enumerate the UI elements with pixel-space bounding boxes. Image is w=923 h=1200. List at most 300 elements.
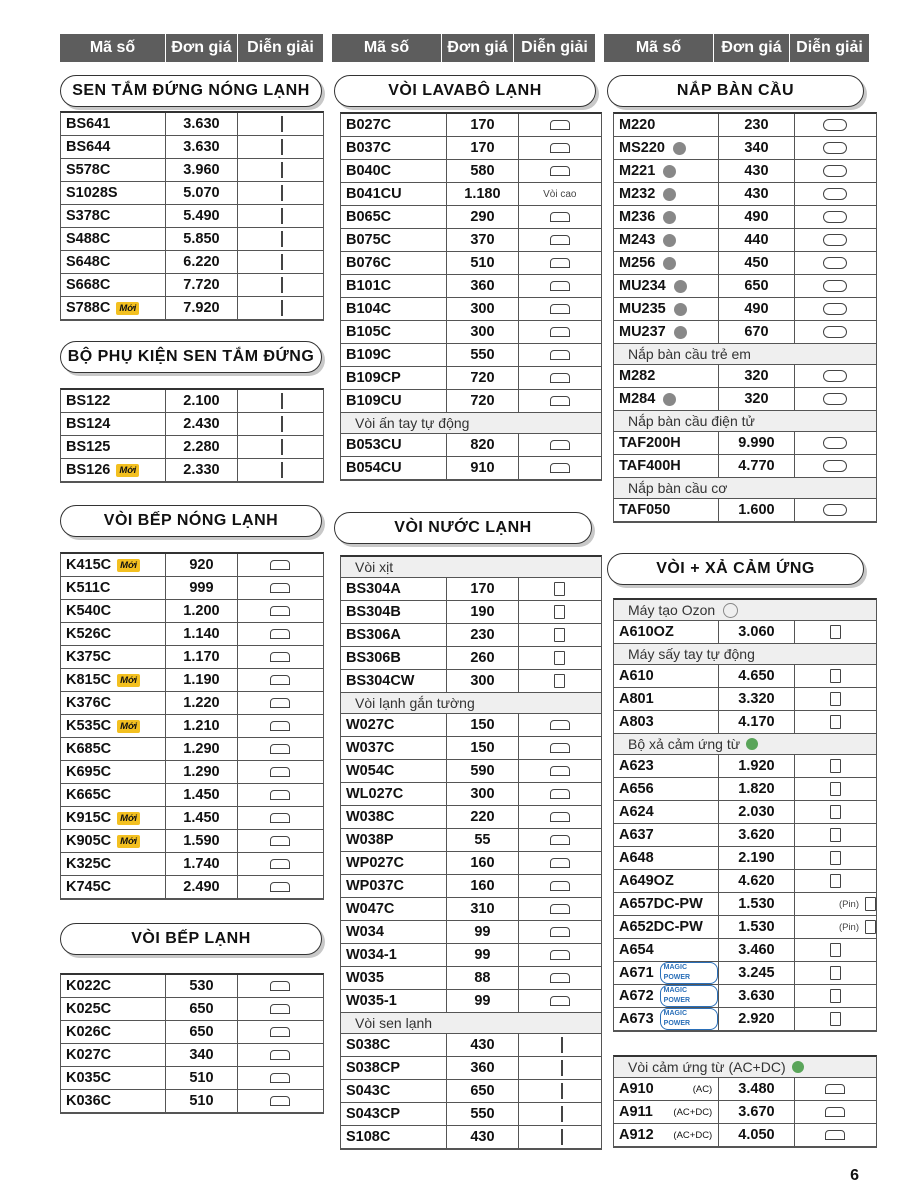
product-price: 7.920: [183, 300, 220, 316]
seat-product-icon: [823, 393, 847, 405]
price-table: [60, 111, 324, 321]
product-price: 440: [744, 232, 769, 248]
product-code: TAF050: [619, 502, 671, 518]
product-code: WP037C: [346, 878, 405, 894]
shower-product-icon: [277, 139, 283, 155]
product-price: 5.490: [183, 208, 220, 224]
sub-heading: Vòi cảm ứng từ (AC+DC): [614, 1057, 876, 1078]
tap-product-icon: [550, 235, 570, 245]
table-row: [341, 390, 601, 413]
product-price: 550: [470, 347, 495, 363]
product-code: MU234: [619, 278, 666, 294]
product-code: B053CU: [346, 437, 402, 453]
box-product-icon: [830, 966, 841, 980]
tap-product-icon: [550, 212, 570, 222]
product-price: 1.590: [183, 833, 220, 849]
product-code: W034: [346, 924, 384, 940]
product-code: B040C: [346, 163, 392, 179]
box-product-icon: [830, 715, 841, 729]
sub-heading: Nắp bàn cầu điện tử: [614, 411, 876, 432]
product-code: BS304B: [346, 604, 401, 620]
product-code: K685C: [66, 741, 112, 757]
product-price: 320: [744, 391, 769, 407]
product-price: 5.070: [183, 185, 220, 201]
product-code: MS220: [619, 140, 665, 156]
product-code: A624: [619, 804, 654, 820]
table-row: [341, 783, 601, 806]
product-code: B101C: [346, 278, 392, 294]
product-code: BS126: [66, 462, 111, 478]
product-code: K027C: [66, 1047, 112, 1063]
product-code: A610OZ: [619, 624, 674, 640]
box-product-icon: [830, 782, 841, 796]
section-title: VÒI BẾP NÓNG LẠNH: [60, 505, 322, 537]
tap-product-icon: [825, 1107, 845, 1117]
product-price: 230: [470, 627, 495, 643]
product-code: S038CP: [346, 1060, 401, 1076]
table-row: [341, 1057, 601, 1080]
table-row: [614, 939, 876, 962]
table-row: [61, 436, 323, 459]
product-code: BS304A: [346, 581, 401, 597]
price-table: [60, 973, 324, 1114]
tap-product-icon: [270, 1096, 290, 1106]
shower-product-icon: [277, 462, 283, 478]
shower-product-icon: [277, 416, 283, 432]
table-row: [341, 1080, 601, 1103]
table-row: [61, 853, 323, 876]
product-price: 530: [189, 978, 214, 994]
product-price: 1.170: [183, 649, 220, 665]
product-code: S488C: [66, 231, 111, 247]
table-row: [341, 990, 601, 1013]
product-code: S108C: [346, 1129, 391, 1145]
product-code: BS125: [66, 439, 111, 455]
product-code: B109CP: [346, 370, 401, 386]
product-code: WP027C: [346, 855, 405, 871]
product-price: 99: [474, 924, 491, 940]
product-price: 9.990: [738, 435, 775, 451]
product-code: B054CU: [346, 460, 402, 476]
table-row: [614, 275, 876, 298]
magic-power-badge: MAGIC POWER: [660, 985, 719, 1007]
product-code: A911: [619, 1104, 653, 1120]
product-code: K036C: [66, 1093, 112, 1109]
product-price: 650: [744, 278, 769, 294]
table-row: [61, 876, 323, 899]
product-price: 910: [470, 460, 495, 476]
product-code: M243: [619, 232, 656, 248]
seat-product-icon: [823, 326, 847, 338]
feature-dot-icon: [663, 393, 676, 406]
box-product-icon: [554, 582, 565, 596]
product-price: 230: [744, 117, 769, 133]
table-row: [61, 807, 323, 830]
product-code: A654: [619, 942, 654, 958]
product-code: A803: [619, 714, 654, 730]
product-price: 300: [470, 301, 495, 317]
spec-note: (Pin): [838, 898, 859, 910]
product-code: B075C: [346, 232, 392, 248]
table-row: [614, 321, 876, 344]
table-row: [61, 646, 323, 669]
tap-product-icon: [550, 950, 570, 960]
tap-product-icon: [550, 327, 570, 337]
table-row: [61, 390, 323, 413]
table-row: [61, 761, 323, 784]
table-row: [61, 577, 323, 600]
table-row: [614, 962, 876, 985]
product-price: 300: [470, 673, 495, 689]
shower-product-icon: [557, 1106, 563, 1122]
product-price: 370: [470, 232, 495, 248]
product-price: 670: [744, 324, 769, 340]
product-code: BS304CW: [346, 673, 415, 689]
product-code: K915C: [66, 810, 112, 826]
product-code: WL027C: [346, 786, 404, 802]
table-row: [614, 847, 876, 870]
product-code: A649OZ: [619, 873, 674, 889]
section-title: SEN TẮM ĐỨNG NÓNG LẠNH: [60, 75, 322, 107]
tap-product-icon: [550, 812, 570, 822]
product-price: 260: [470, 650, 495, 666]
table-row: [61, 1067, 323, 1090]
box-product-icon: [830, 851, 841, 865]
tap-product-icon: [270, 744, 290, 754]
product-price: 2.430: [183, 416, 220, 432]
section-title: VÒI BẾP LẠNH: [60, 923, 322, 955]
feature-dot-icon: [674, 326, 687, 339]
table-row: [61, 297, 323, 320]
product-code: S648C: [66, 254, 111, 270]
box-product-icon: [830, 692, 841, 706]
product-price: 290: [470, 209, 495, 225]
product-code: S1028S: [66, 185, 118, 201]
product-code: A673: [619, 1011, 654, 1027]
shower-product-icon: [277, 393, 283, 409]
product-price: 170: [470, 581, 495, 597]
tap-product-icon: [270, 767, 290, 777]
product-price: 1.600: [738, 502, 775, 518]
table-row: [614, 916, 876, 939]
table-row: [61, 784, 323, 807]
sub-heading: Nắp bàn cầu trẻ em: [614, 344, 876, 365]
product-price: 1.290: [183, 764, 220, 780]
table-row: [614, 665, 876, 688]
table-row: [61, 715, 323, 738]
table-row: [614, 455, 876, 478]
feature-dot-icon: [663, 234, 676, 247]
product-code: A610: [619, 668, 654, 684]
shower-product-icon: [557, 1083, 563, 1099]
tap-product-icon: [550, 720, 570, 730]
product-code: BS644: [66, 139, 111, 155]
product-price: 2.490: [183, 879, 220, 895]
sub-heading: Vòi ấn tay tự động: [341, 413, 601, 434]
product-price: 150: [470, 740, 495, 756]
table-row: [614, 824, 876, 847]
product-price: 88: [474, 970, 491, 986]
product-code: K745C: [66, 879, 112, 895]
shower-product-icon: [277, 116, 283, 132]
price-table: [340, 555, 602, 1150]
table-row: [614, 365, 876, 388]
table-row: [614, 1008, 876, 1031]
table-row: [341, 298, 601, 321]
product-code: W034-1: [346, 947, 397, 963]
magic-power-badge: MAGIC POWER: [660, 1008, 719, 1030]
table-row: [614, 985, 876, 1008]
tap-product-icon: [270, 859, 290, 869]
product-code: S788C: [66, 300, 111, 316]
box-product-icon: [554, 651, 565, 665]
leaf-icon: [792, 1061, 804, 1073]
table-row: [61, 692, 323, 715]
seat-product-icon: [823, 234, 847, 246]
tap-product-icon: [270, 583, 290, 593]
sub-heading: Bộ xả cảm ứng từ: [614, 734, 876, 755]
product-price: 160: [470, 878, 495, 894]
tap-product-icon: [270, 813, 290, 823]
product-code: K026C: [66, 1024, 112, 1040]
product-price: 720: [470, 370, 495, 386]
product-code: W047C: [346, 901, 395, 917]
feature-dot-icon: [663, 165, 676, 178]
table-row: [61, 1090, 323, 1113]
product-price: 1.820: [738, 781, 775, 797]
product-price: 3.245: [738, 965, 775, 981]
product-price: 1.290: [183, 741, 220, 757]
table-row: [614, 1078, 876, 1101]
table-row: [341, 160, 601, 183]
tap-product-icon: [550, 835, 570, 845]
shower-product-icon: [557, 1060, 563, 1076]
tap-product-icon: [550, 373, 570, 383]
product-price: 300: [470, 324, 495, 340]
tap-product-icon: [550, 463, 570, 473]
product-price: 3.320: [738, 691, 775, 707]
tap-product-icon: [550, 281, 570, 291]
product-code: B109C: [346, 347, 392, 363]
product-price: 430: [470, 1037, 495, 1053]
product-code: K695C: [66, 764, 112, 780]
product-price: 360: [470, 1060, 495, 1076]
tap-product-icon: [550, 440, 570, 450]
product-code: K535C: [66, 718, 112, 734]
tap-product-icon: [550, 973, 570, 983]
product-code: K665C: [66, 787, 112, 803]
shower-product-icon: [277, 231, 283, 247]
product-code: A648: [619, 850, 654, 866]
product-code: B104C: [346, 301, 392, 317]
header-code: Mã số: [332, 34, 442, 62]
table-row: [341, 137, 601, 160]
ozone-icon: [723, 603, 738, 618]
product-price: 300: [470, 786, 495, 802]
seat-product-icon: [823, 188, 847, 200]
tap-product-icon: [550, 881, 570, 891]
tap-product-icon: [550, 904, 570, 914]
table-row: [614, 778, 876, 801]
seat-product-icon: [823, 165, 847, 177]
tap-product-icon: [270, 836, 290, 846]
product-price: 590: [470, 763, 495, 779]
product-price: 170: [470, 117, 495, 133]
product-code: BS306A: [346, 627, 401, 643]
table-row: [61, 274, 323, 297]
table-row: [341, 737, 601, 760]
product-price: 160: [470, 855, 495, 871]
product-code: A652DC-PW: [619, 919, 703, 935]
tap-product-icon: [270, 1027, 290, 1037]
tap-product-icon: [270, 652, 290, 662]
product-price: 310: [470, 901, 495, 917]
table-row: [61, 600, 323, 623]
product-code: M282: [619, 368, 656, 384]
product-code: BS641: [66, 116, 111, 132]
sub-heading: Máy tạo Ozon: [614, 600, 876, 621]
tap-product-icon: [270, 698, 290, 708]
shower-product-icon: [557, 1129, 563, 1145]
table-row: [61, 975, 323, 998]
product-price: 510: [470, 255, 495, 271]
product-price: 1.180: [464, 186, 501, 202]
product-code: A671: [619, 965, 654, 981]
tap-product-icon: [550, 120, 570, 130]
section-title: VÒI LAVABÔ LẠNH: [334, 75, 596, 107]
table-row: [61, 113, 323, 136]
header-price: Đơn giá: [714, 34, 790, 62]
table-row: [614, 499, 876, 522]
product-price: 4.620: [738, 873, 775, 889]
table-row: [341, 578, 601, 601]
product-price: 4.170: [738, 714, 775, 730]
product-price: 650: [470, 1083, 495, 1099]
table-row: [341, 601, 601, 624]
table-row: [614, 1124, 876, 1147]
spec-note: (AC+DC): [673, 1129, 713, 1141]
tap-product-icon: [825, 1084, 845, 1094]
product-price: 2.920: [738, 1011, 775, 1027]
product-code: M220: [619, 117, 656, 133]
product-code: M236: [619, 209, 656, 225]
tap-product-icon: [270, 790, 290, 800]
seat-product-icon: [823, 280, 847, 292]
table-row: [341, 206, 601, 229]
price-table: [60, 388, 324, 483]
product-price: 3.480: [738, 1081, 775, 1097]
new-badge: Mới: [117, 812, 140, 825]
leaf-icon: [746, 738, 758, 750]
table-row: [614, 252, 876, 275]
tap-product-icon: [550, 143, 570, 153]
spec-note: (AC+DC): [673, 1106, 713, 1118]
tap-product-icon: [550, 858, 570, 868]
product-price: 2.190: [738, 850, 775, 866]
product-price: 190: [470, 604, 495, 620]
table-row: [341, 624, 601, 647]
new-badge: Mới: [116, 302, 139, 315]
product-price: 490: [744, 301, 769, 317]
product-price: 1.530: [738, 919, 775, 935]
spec-note: (AC): [692, 1083, 713, 1095]
table-row: [614, 432, 876, 455]
table-row: [341, 714, 601, 737]
table-row: [61, 669, 323, 692]
tap-product-icon: [270, 1073, 290, 1083]
product-price: 3.960: [183, 162, 220, 178]
table-row: [61, 738, 323, 761]
product-code: B065C: [346, 209, 392, 225]
product-code: W038P: [346, 832, 394, 848]
product-code: BS122: [66, 393, 111, 409]
product-code: B076C: [346, 255, 392, 271]
product-code: A657DC-PW: [619, 896, 703, 912]
table-row: [614, 711, 876, 734]
tap-product-icon: [550, 789, 570, 799]
product-code: W035-1: [346, 993, 397, 1009]
shower-product-icon: [557, 1037, 563, 1053]
product-price: 1.450: [183, 810, 220, 826]
table-row: [61, 1044, 323, 1067]
product-code: B041CU: [346, 186, 402, 202]
product-code: S578C: [66, 162, 111, 178]
product-price: 2.100: [183, 393, 220, 409]
product-price: 550: [470, 1106, 495, 1122]
product-code: B109CU: [346, 393, 402, 409]
table-row: [614, 137, 876, 160]
table-row: [341, 806, 601, 829]
box-product-icon: [865, 920, 876, 934]
seat-product-icon: [823, 460, 847, 472]
product-price: 1.140: [183, 626, 220, 642]
product-code: A801: [619, 691, 654, 707]
product-code: MU235: [619, 301, 666, 317]
product-code: K325C: [66, 856, 112, 872]
product-code: K540C: [66, 603, 112, 619]
product-code: K815C: [66, 672, 112, 688]
feature-dot-icon: [663, 257, 676, 270]
product-code: TAF200H: [619, 435, 681, 451]
table-row: [61, 159, 323, 182]
shower-product-icon: [277, 300, 283, 316]
box-product-icon: [830, 669, 841, 683]
shower-product-icon: [277, 254, 283, 270]
product-price: 340: [189, 1047, 214, 1063]
product-code: K511C: [66, 580, 111, 596]
feature-dot-icon: [663, 188, 676, 201]
header-desc: Diễn giải: [514, 34, 596, 62]
seat-product-icon: [823, 211, 847, 223]
tap-product-icon: [550, 166, 570, 176]
product-price: 1.220: [183, 695, 220, 711]
product-price: 4.770: [738, 458, 775, 474]
tap-product-icon: [270, 560, 290, 570]
box-product-icon: [830, 943, 841, 957]
table-row: [61, 998, 323, 1021]
table-row: [341, 852, 601, 875]
table-row: [341, 367, 601, 390]
product-price: 7.720: [183, 277, 220, 293]
product-code: M284: [619, 391, 656, 407]
table-row: [341, 252, 601, 275]
product-price: 580: [470, 163, 495, 179]
product-price: 1.190: [183, 672, 220, 688]
feature-dot-icon: [673, 142, 686, 155]
product-price: 1.210: [183, 718, 220, 734]
box-product-icon: [830, 989, 841, 1003]
tap-product-icon: [550, 766, 570, 776]
